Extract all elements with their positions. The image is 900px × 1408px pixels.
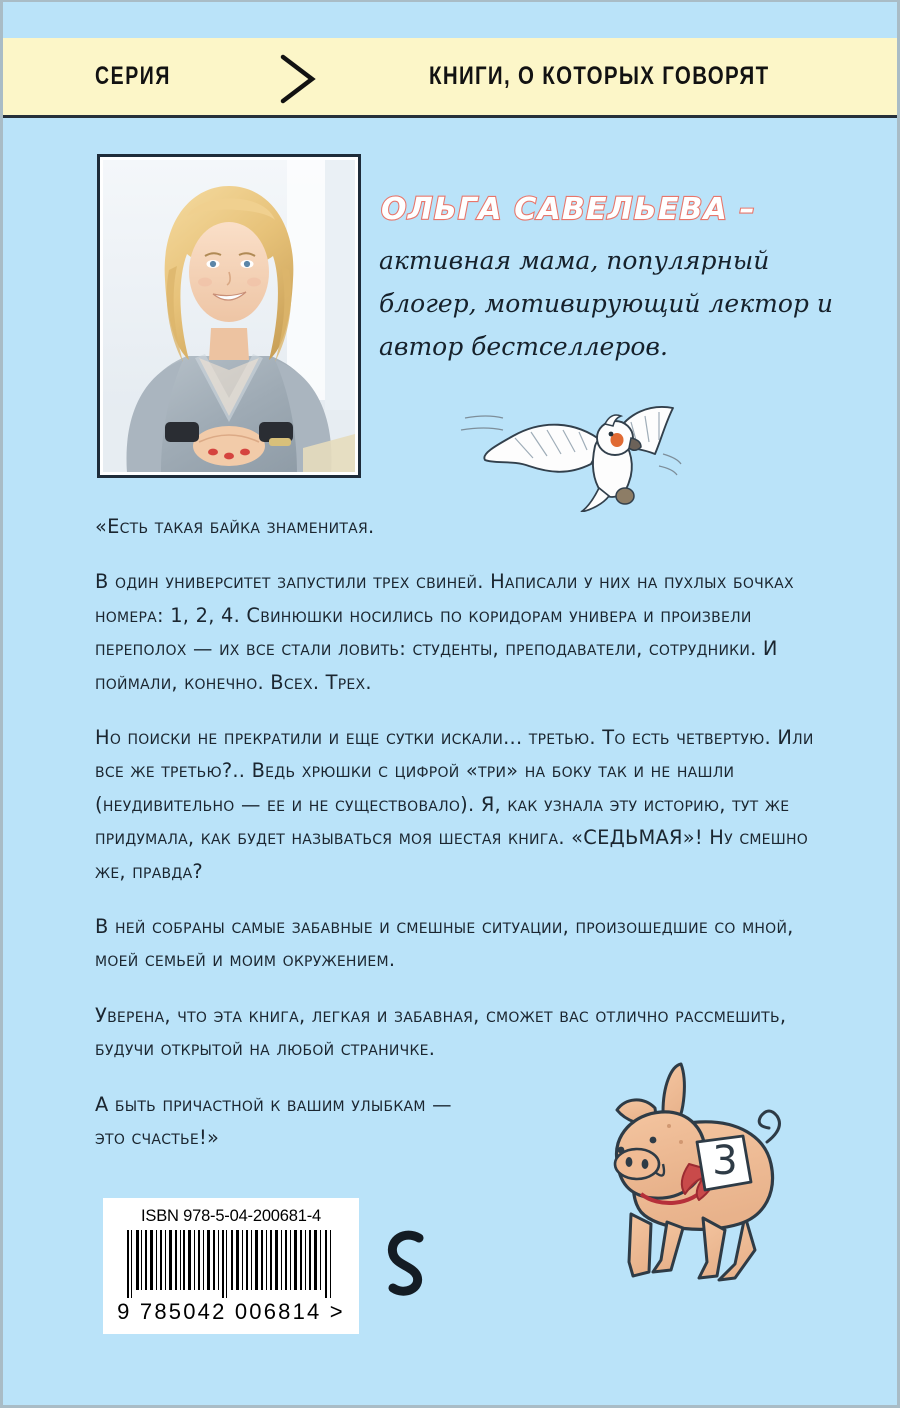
body-paragraph: В ней собраны самые забавные и смешные ситуации, произошедшие со мной, моей семьей и моим окружением. <box>95 915 794 972</box>
barcode <box>103 1198 359 1334</box>
flying-bird-icon <box>455 380 685 512</box>
barcode-digits: 9 785042 006814 > <box>117 1299 345 1324</box>
isbn-text: ISBN 978-5-04-200681-4 <box>141 1207 321 1225</box>
series-title: КНИГИ, О КОТОРЫХ ГОВОРЯТ <box>429 62 770 90</box>
body-paragraph: Но поиски не прекратили и еще сутки искали... третью. То есть четвертую. Или все же третью?.. Ведь хрюшки с цифрой «три» на боку так и не нашли (неудивительно — ее и не существовало). Я, как узнала эту историю, тут же придумала, как будет называться моя шестая книга. «СЕДЬМАЯ»! Ну смешно же, правда? <box>95 726 814 883</box>
body-paragraph: это счастье!» <box>95 1126 220 1150</box>
body-paragraph: А быть причастной к вашим улыбкам — <box>95 1092 452 1116</box>
series-label: СЕРИЯ <box>95 62 171 90</box>
barcode-bars <box>125 1230 337 1298</box>
body-paragraph: Уверена, что эта книга, легкая и забавная, сможет вас отлично рассмешить, будучи открытой на любой страничке. <box>95 1003 787 1061</box>
series-banner <box>0 38 900 118</box>
pig-number-label: 3 <box>712 1138 738 1184</box>
author-name: ОЛЬГА САВЕЛЬЕВА – <box>381 192 756 227</box>
pig-with-number-3-icon <box>595 1046 887 1338</box>
author-photo <box>97 154 361 478</box>
eksmo-logo-icon <box>375 1224 439 1302</box>
body-paragraph: В один университет запустили трех свиней. Написали у них на пухлых бочках номера: 1, 2, 4. Свинюшки носились по коридорам универа и произвели переполох — их все стали ловить: студенты, преподаватели, сотрудники. И поймали, конечно. Всех. Трех. <box>95 570 794 694</box>
body-paragraph: «Есть такая байка знаменитая. <box>95 515 375 538</box>
author-photo-image <box>103 160 355 472</box>
author-description: активная мама, популярный блогер, мотивирующий лектор и автор бестселлеров. <box>379 246 833 361</box>
chevron-right-icon <box>275 52 321 111</box>
